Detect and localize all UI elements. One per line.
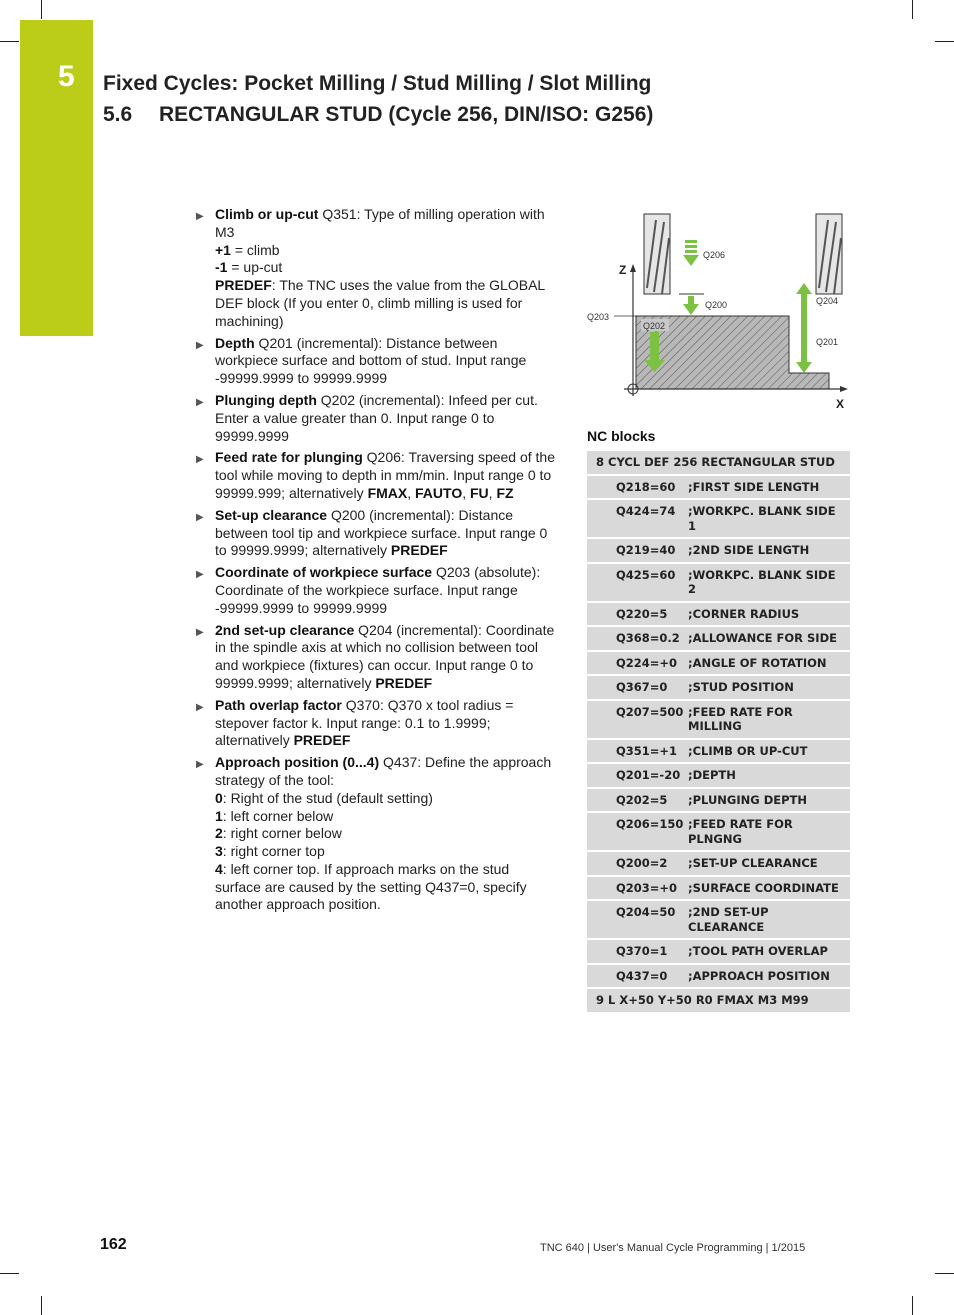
parameter-item — [194, 564, 556, 617]
x-axis-arrow — [840, 386, 848, 392]
nc-comment: ;SET-UP CLEARANCE — [688, 856, 818, 870]
q202-label: Q202 — [643, 321, 666, 331]
nc-comment: ;ANGLE OF ROTATION — [688, 655, 827, 670]
chapter-tab — [20, 20, 93, 336]
bullet-arrow-icon: ▶ — [196, 511, 204, 523]
nc-code: Q202=5 — [616, 792, 668, 807]
crop-mark — [912, 1296, 913, 1315]
q200-label: Q200 — [705, 300, 728, 310]
chapter-number: 5 — [58, 60, 75, 93]
page-number: 162 — [100, 1236, 127, 1253]
option-key: 4 — [215, 860, 223, 877]
bullet-arrow-icon: ▶ — [196, 454, 204, 466]
x-axis-label: X — [836, 397, 845, 411]
option-key: 1 — [215, 807, 223, 824]
nc-comment: ;WORKPC. BLANK SIDE 2 — [688, 567, 836, 596]
option-line — [215, 790, 556, 808]
parameter-text: Q370: Q370 x tool radius = stepover factor k. Input range: 0.1 to 1.9999; alternatively — [215, 696, 514, 749]
nc-blocks-table — [587, 451, 850, 1014]
option-line — [215, 277, 556, 330]
parameter-item — [194, 206, 556, 331]
nc-row — [587, 940, 850, 965]
nc-comment: ;SURFACE COORDINATE — [688, 880, 839, 895]
parameter-term: Approach position (0...4) — [215, 754, 380, 771]
nc-comment: ;2ND SIDE LENGTH — [688, 543, 810, 557]
bullet-arrow-icon: ▶ — [196, 626, 204, 638]
nc-comment: ;DEPTH — [688, 768, 736, 782]
tool-left — [644, 214, 670, 294]
nc-row — [587, 701, 850, 740]
nc-row — [587, 965, 850, 990]
nc-row — [587, 539, 850, 564]
parameter-list — [194, 206, 556, 918]
crop-mark — [41, 0, 42, 19]
parameter-term: Feed rate for plunging — [215, 449, 363, 466]
nc-code: Q368=0.2 — [616, 631, 680, 645]
section-number: 5.6 — [103, 103, 133, 126]
option-key: +1 — [215, 241, 231, 258]
q204-arrow-head-up — [796, 283, 812, 294]
q204-label: Q204 — [816, 296, 839, 306]
option-key: 0 — [215, 789, 223, 806]
nc-code: Q224=+0 — [616, 655, 678, 670]
option-key: 2 — [215, 825, 223, 842]
option-desc: = climb — [230, 241, 280, 258]
nc-code: Q425=60 — [616, 567, 676, 582]
bullet-arrow-icon: ▶ — [196, 569, 204, 581]
crop-mark — [0, 41, 19, 42]
section-title: RECTANGULAR STUD (Cycle 256, DIN/ISO: G256) — [159, 103, 654, 126]
q206-label: Q206 — [703, 250, 726, 260]
nc-comment: ;PLUNGING DEPTH — [688, 792, 807, 807]
nc-code: Q424=74 — [616, 504, 676, 518]
parameter-term: Path overlap factor — [215, 696, 342, 713]
nc-code: Q370=1 — [616, 944, 668, 958]
stud-diagram — [584, 208, 848, 414]
nc-comment: ;CORNER RADIUS — [688, 606, 800, 621]
option-line — [215, 861, 556, 914]
q202-arrow-shaft — [650, 332, 659, 362]
nc-row — [587, 564, 850, 603]
nc-last-row-text: 9 L X+50 Y+50 R0 FMAX M3 M99 — [596, 993, 809, 1007]
option-keyword: PREDEF — [293, 732, 351, 749]
parameter-text: Q437: Define the approach strategy of the tool: — [215, 754, 552, 788]
option-desc: : right corner top — [222, 843, 325, 860]
nc-row — [587, 603, 850, 628]
nc-code: Q201=-20 — [616, 768, 681, 782]
bullet-arrow-icon: ▶ — [196, 211, 204, 222]
bullet-arrow-icon: ▶ — [196, 339, 204, 351]
nc-row — [587, 740, 850, 765]
nc-code: Q219=40 — [616, 543, 676, 557]
option-keyword: FZ — [496, 484, 514, 501]
feed-rate-symbol — [683, 240, 699, 266]
crop-mark — [935, 41, 954, 42]
option-desc: : right corner below — [222, 825, 342, 842]
nc-comment: ;STUD POSITION — [688, 680, 794, 694]
nc-code: Q218=60 — [616, 479, 676, 494]
nc-code: Q220=5 — [616, 606, 668, 621]
option-line — [215, 242, 556, 260]
option-keyword: FAUTO — [415, 484, 463, 501]
parameter-text: Q203 (absolute): Coordinate of the workpiece surface. Input range -99999.9999 to 99999.9999 — [215, 564, 541, 616]
q204-arrow-head-down — [796, 362, 812, 373]
option-keyword: FMAX — [367, 484, 408, 501]
parameter-text: Q206: Traversing speed of the tool while moving to depth in mm/min. Input range 0 to 99999.999; alternatively — [215, 449, 556, 501]
parameter-item — [194, 449, 556, 502]
nc-comment: ;FEED RATE FOR MILLING — [688, 704, 793, 733]
nc-row — [587, 500, 850, 539]
option-line — [215, 825, 556, 843]
nc-code: Q206=150 — [616, 817, 684, 831]
option-keyword: FU — [470, 484, 489, 501]
nc-code: Q351=+1 — [616, 743, 678, 758]
option-line — [215, 259, 556, 277]
bullet-arrow-icon: ▶ — [196, 759, 204, 771]
nc-comment: ;APPROACH POSITION — [688, 968, 830, 983]
nc-row — [587, 764, 850, 789]
option-desc: : left corner top. If approach marks on the stud surface are caused by the setting Q437=0, specify another approach position. — [215, 860, 527, 913]
section-heading — [103, 103, 653, 127]
q203-label: Q203 — [587, 312, 610, 322]
parameter-text: Q204 (incremental): Coordinate in the spindle axis at which no collision between tool and workpiece (fixtures) can occur. Input range 0 to 99999.9999; alternatively — [215, 621, 555, 691]
tool-right — [816, 214, 842, 294]
parameter-item — [194, 622, 556, 693]
nc-comment: ;FIRST SIDE LENGTH — [688, 479, 820, 494]
nc-row — [587, 627, 850, 652]
option-desc: = up-cut — [227, 259, 283, 276]
nc-last-row — [587, 989, 850, 1014]
nc-code: Q204=50 — [616, 905, 676, 919]
z-axis-label: Z — [619, 263, 627, 277]
footer-text: TNC 640 | User's Manual Cycle Programming | 1/2015 — [540, 1242, 806, 1254]
parameter-text: Q201 (incremental): Distance between workpiece surface and bottom of stud. Input range -99999.9999 to 99999.9999 — [215, 334, 527, 387]
nc-comment: ;WORKPC. BLANK SIDE 1 — [688, 504, 836, 533]
nc-row — [587, 652, 850, 677]
parameter-term: Coordinate of workpiece surface — [215, 564, 433, 581]
parameter-term: 2nd set-up clearance — [215, 621, 355, 638]
nc-code: Q437=0 — [616, 968, 668, 983]
parameter-item — [194, 754, 556, 914]
nc-row — [587, 789, 850, 814]
parameter-item — [194, 697, 556, 750]
separator-text: , — [488, 484, 497, 501]
nc-code: Q207=500 — [616, 704, 684, 719]
nc-row — [587, 852, 850, 877]
bullet-arrow-icon: ▶ — [196, 396, 204, 408]
option-line — [215, 808, 556, 826]
nc-first-row-text: 8 CYCL DEF 256 RECTANGULAR STUD — [596, 455, 835, 469]
nc-blocks-title: NC blocks — [587, 428, 656, 444]
parameter-text: Q202 (incremental): Infeed per cut. Enter a value greater than 0. Input range 0 to 99999.9999 — [215, 391, 538, 444]
nc-comment: ;2ND SET-UP CLEARANCE — [688, 905, 769, 934]
parameter-text: Q351: Type of milling operation with M3 — [215, 206, 545, 240]
q204-arrow-shaft — [801, 294, 807, 364]
parameter-item — [194, 392, 556, 445]
parameter-term: Depth — [215, 334, 255, 351]
parameter-term: Set-up clearance — [215, 506, 328, 523]
nc-row — [587, 813, 850, 852]
option-desc: : left corner below — [222, 807, 334, 824]
chapter-title: Fixed Cycles: Pocket Milling / Stud Milling / Slot Milling — [103, 72, 652, 95]
option-key: 3 — [215, 843, 223, 860]
nc-comment: ;TOOL PATH OVERLAP — [688, 944, 828, 958]
parameter-item — [194, 335, 556, 388]
option-keyword: PREDEF — [390, 542, 448, 559]
nc-row — [587, 877, 850, 902]
option-key: -1 — [215, 259, 228, 276]
nc-comment: ;FEED RATE FOR PLNGNG — [688, 817, 793, 846]
option-keyword: PREDEF — [375, 674, 433, 691]
q200-arrow-head — [683, 304, 699, 315]
option-key: PREDEF — [215, 277, 272, 294]
crop-mark — [912, 0, 913, 19]
nc-first-row — [587, 451, 850, 476]
option-desc: : The TNC uses the value from the GLOBAL DEF block (If you enter 0, climb milling is used for machining) — [215, 277, 545, 329]
nc-code: Q203=+0 — [616, 880, 678, 895]
separator-text: , — [407, 484, 416, 501]
bullet-arrow-icon: ▶ — [196, 701, 204, 713]
parameter-term: Climb or up-cut — [215, 206, 319, 222]
crop-mark — [935, 1273, 954, 1274]
option-line — [215, 843, 556, 861]
z-axis-arrow — [630, 264, 636, 272]
crop-mark — [0, 1273, 19, 1274]
option-desc: : Right of the stud (default setting) — [222, 789, 433, 806]
parameter-text: Q200 (incremental): Distance between tool tip and workpiece surface. Input range 0 to 99999.9999; alternatively — [215, 506, 548, 559]
q201-label: Q201 — [816, 337, 839, 347]
nc-comment: ;CLIMB OR UP-CUT — [688, 743, 808, 758]
nc-row — [587, 676, 850, 701]
parameter-term: Plunging depth — [215, 391, 317, 408]
parameter-item — [194, 507, 556, 560]
separator-text: , — [462, 484, 470, 501]
nc-code: Q200=2 — [616, 856, 668, 870]
nc-row — [587, 901, 850, 940]
crop-mark — [41, 1296, 42, 1315]
nc-row — [587, 476, 850, 501]
nc-code: Q367=0 — [616, 680, 668, 694]
nc-comment: ;ALLOWANCE FOR SIDE — [688, 631, 837, 645]
